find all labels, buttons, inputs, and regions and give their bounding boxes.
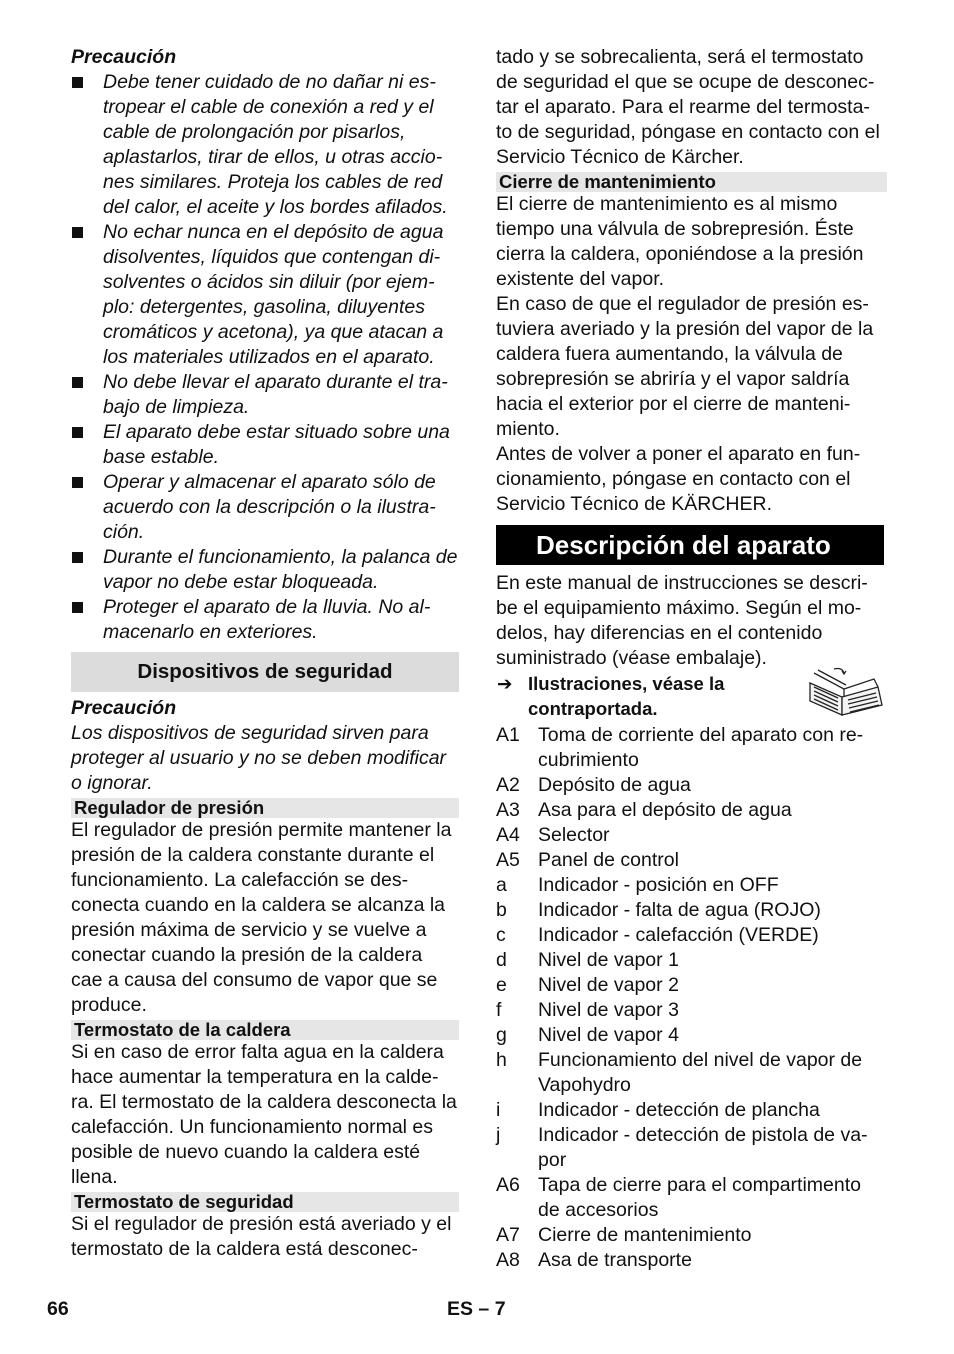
list-item: e Nivel de vapor 2	[496, 974, 679, 996]
subheading-maintenance-lock: Cierre de mantenimiento	[496, 172, 887, 192]
list-item: A4 Selector	[496, 824, 610, 846]
list-item: b Indicador - falta de agua (ROJO)	[496, 899, 821, 921]
maintenance-lock-text-2: En caso de que el regulador de presión es-tuviera averiado y la presión del vapor de la caldera fuera aumentando, la válvula de sobrepresión se abriría y el vapor saldría hacia el exterior por el cierre de manteni-miento.	[496, 293, 874, 440]
square-bullet-icon	[72, 552, 83, 563]
section-page-ref: ES – 7	[447, 1298, 506, 1320]
list-item: A8 Asa de transporte	[496, 1249, 692, 1271]
maintenance-lock-text-3: Antes de volver a poner el aparato en fun-cionamiento, póngase en contacto con el Servicio Técnico de KÄRCHER.	[496, 443, 861, 515]
list-item: A6 Tapa de cierre para el compartimento de accesorios	[496, 1174, 861, 1221]
arrow-right-icon: ➔	[497, 673, 513, 694]
square-bullet-icon	[72, 602, 83, 613]
list-item: A5 Panel de control	[496, 849, 679, 871]
list-item: h Funcionamiento del nivel de vapor de Vapohydro	[496, 1049, 863, 1096]
page-number: 66	[47, 1298, 69, 1320]
right-column	[496, 45, 884, 1273]
caution-text: Los dispositivos de seguridad sirven para proteger al usuario y no se deben modificar o ignorar.	[71, 722, 447, 794]
list-item: j Indicador - detección de pistola de va-por	[496, 1124, 868, 1171]
parts-list	[496, 723, 884, 1273]
bullet-item: Debe tener cuidado de no dañar ni es-tropear el cable de conexión a red y el cable de prolongación por pisarlos, aplastarlos, tirar de ellos, u otras accio-nes similares. Proteja los cables de red del calor, el aceite y los bordes afilados.	[71, 70, 459, 220]
list-item: d Nivel de vapor 1	[496, 949, 679, 971]
bullet-item: No echar nunca en el depósito de agua disolventes, líquidos que contengan di-solventes o ácidos sin diluir (por ejem-plo: detergentes, gasolina, diluyentes cromáticos y acetona), ya que atacan a los materiales utilizados en el aparato.	[71, 220, 459, 370]
description-intro: En este manual de instrucciones se descri-be el equipamiento máximo. Según el mo-delos, hay diferencias en el contenido suministrado (véase embalaje).	[496, 572, 868, 669]
bullet-item: El aparato debe estar situado sobre una base estable.	[71, 420, 459, 470]
subheading-pressure-regulator: Regulador de presión	[71, 798, 459, 818]
square-bullet-icon	[72, 427, 83, 438]
boiler-thermostat-text: Si en caso de error falta agua en la caldera hace aumentar la temperatura en la calde-ra. El termostato de la caldera desconecta la calefacción. Un funcionamiento normal es posible de nuevo cuando la caldera esté llena.	[71, 1041, 457, 1188]
subheading-boiler-thermostat: Termostato de la caldera	[71, 1020, 459, 1040]
list-item: A2 Depósito de agua	[496, 774, 691, 796]
list-item: c Indicador - calefacción (VERDE)	[496, 924, 819, 946]
list-item: A3 Asa para el depósito de agua	[496, 799, 792, 821]
subheading-safety-thermostat: Termostato de seguridad	[71, 1192, 459, 1212]
bullet-item: Proteger el aparato de la lluvia. No al-macenarlo en exteriores.	[71, 595, 459, 645]
bullet-item: Operar y almacenar el aparato sólo de acuerdo con la descripción o la ilustra-ción.	[71, 470, 459, 545]
safety-thermostat-continued-text: tado y se sobrecalienta, será el termostato de seguridad el que se ocupe de desconec-tar el aparato. Para el rearme del termosta-to de seguridad, póngase en contacto con el Servicio Técnico de Kärcher.	[496, 46, 880, 168]
bullet-item: Durante el funcionamiento, la palanca de vapor no debe estar bloqueada.	[71, 545, 459, 595]
list-item: A1 Toma de corriente del aparato con re-cubrimiento	[496, 724, 864, 771]
caution-title: Precaución	[71, 697, 177, 719]
section-title-safety-devices: Dispositivos de seguridad	[71, 652, 459, 692]
maintenance-lock-text-1: El cierre de mantenimiento es al mismo tiempo una válvula de sobrepresión. Éste cierra la caldera, oponiéndose a la presión existente del vapor.	[496, 193, 864, 290]
square-bullet-icon	[72, 377, 83, 388]
safety-thermostat-text: Si el regulador de presión está averiado y el termostato de la caldera está desconec-	[71, 1213, 452, 1260]
illustrations-note: ➔ Ilustraciones, véase la contraportada.	[496, 671, 884, 721]
list-item: A7 Cierre de mantenimiento	[496, 1224, 752, 1246]
bullet-item: No debe llevar el aparato durante el tra-bajo de limpieza.	[71, 370, 459, 420]
list-item: f Nivel de vapor 3	[496, 999, 679, 1021]
square-bullet-icon	[72, 77, 83, 88]
left-column	[71, 45, 459, 1262]
caution-bullet-list	[71, 70, 459, 645]
open-book-icon	[804, 667, 884, 717]
list-item: g Nivel de vapor 4	[496, 1024, 679, 1046]
square-bullet-icon	[72, 227, 83, 238]
pressure-regulator-text: El regulador de presión permite mantener la presión de la caldera constante durante el funcionamiento. La calefacción se des-conecta cuando en la caldera se alcanza la presión máxima de servicio y se vuelve a conectar cuando la presión de la caldera cae a causa del consumo de vapor que se produce.	[71, 819, 452, 1016]
square-bullet-icon	[72, 477, 83, 488]
heading-device-description: Descripción del aparato	[496, 525, 884, 565]
caution-title: Precaución	[71, 46, 177, 68]
list-item: a Indicador - posición en OFF	[496, 874, 779, 896]
list-item: i Indicador - detección de plancha	[496, 1099, 820, 1121]
